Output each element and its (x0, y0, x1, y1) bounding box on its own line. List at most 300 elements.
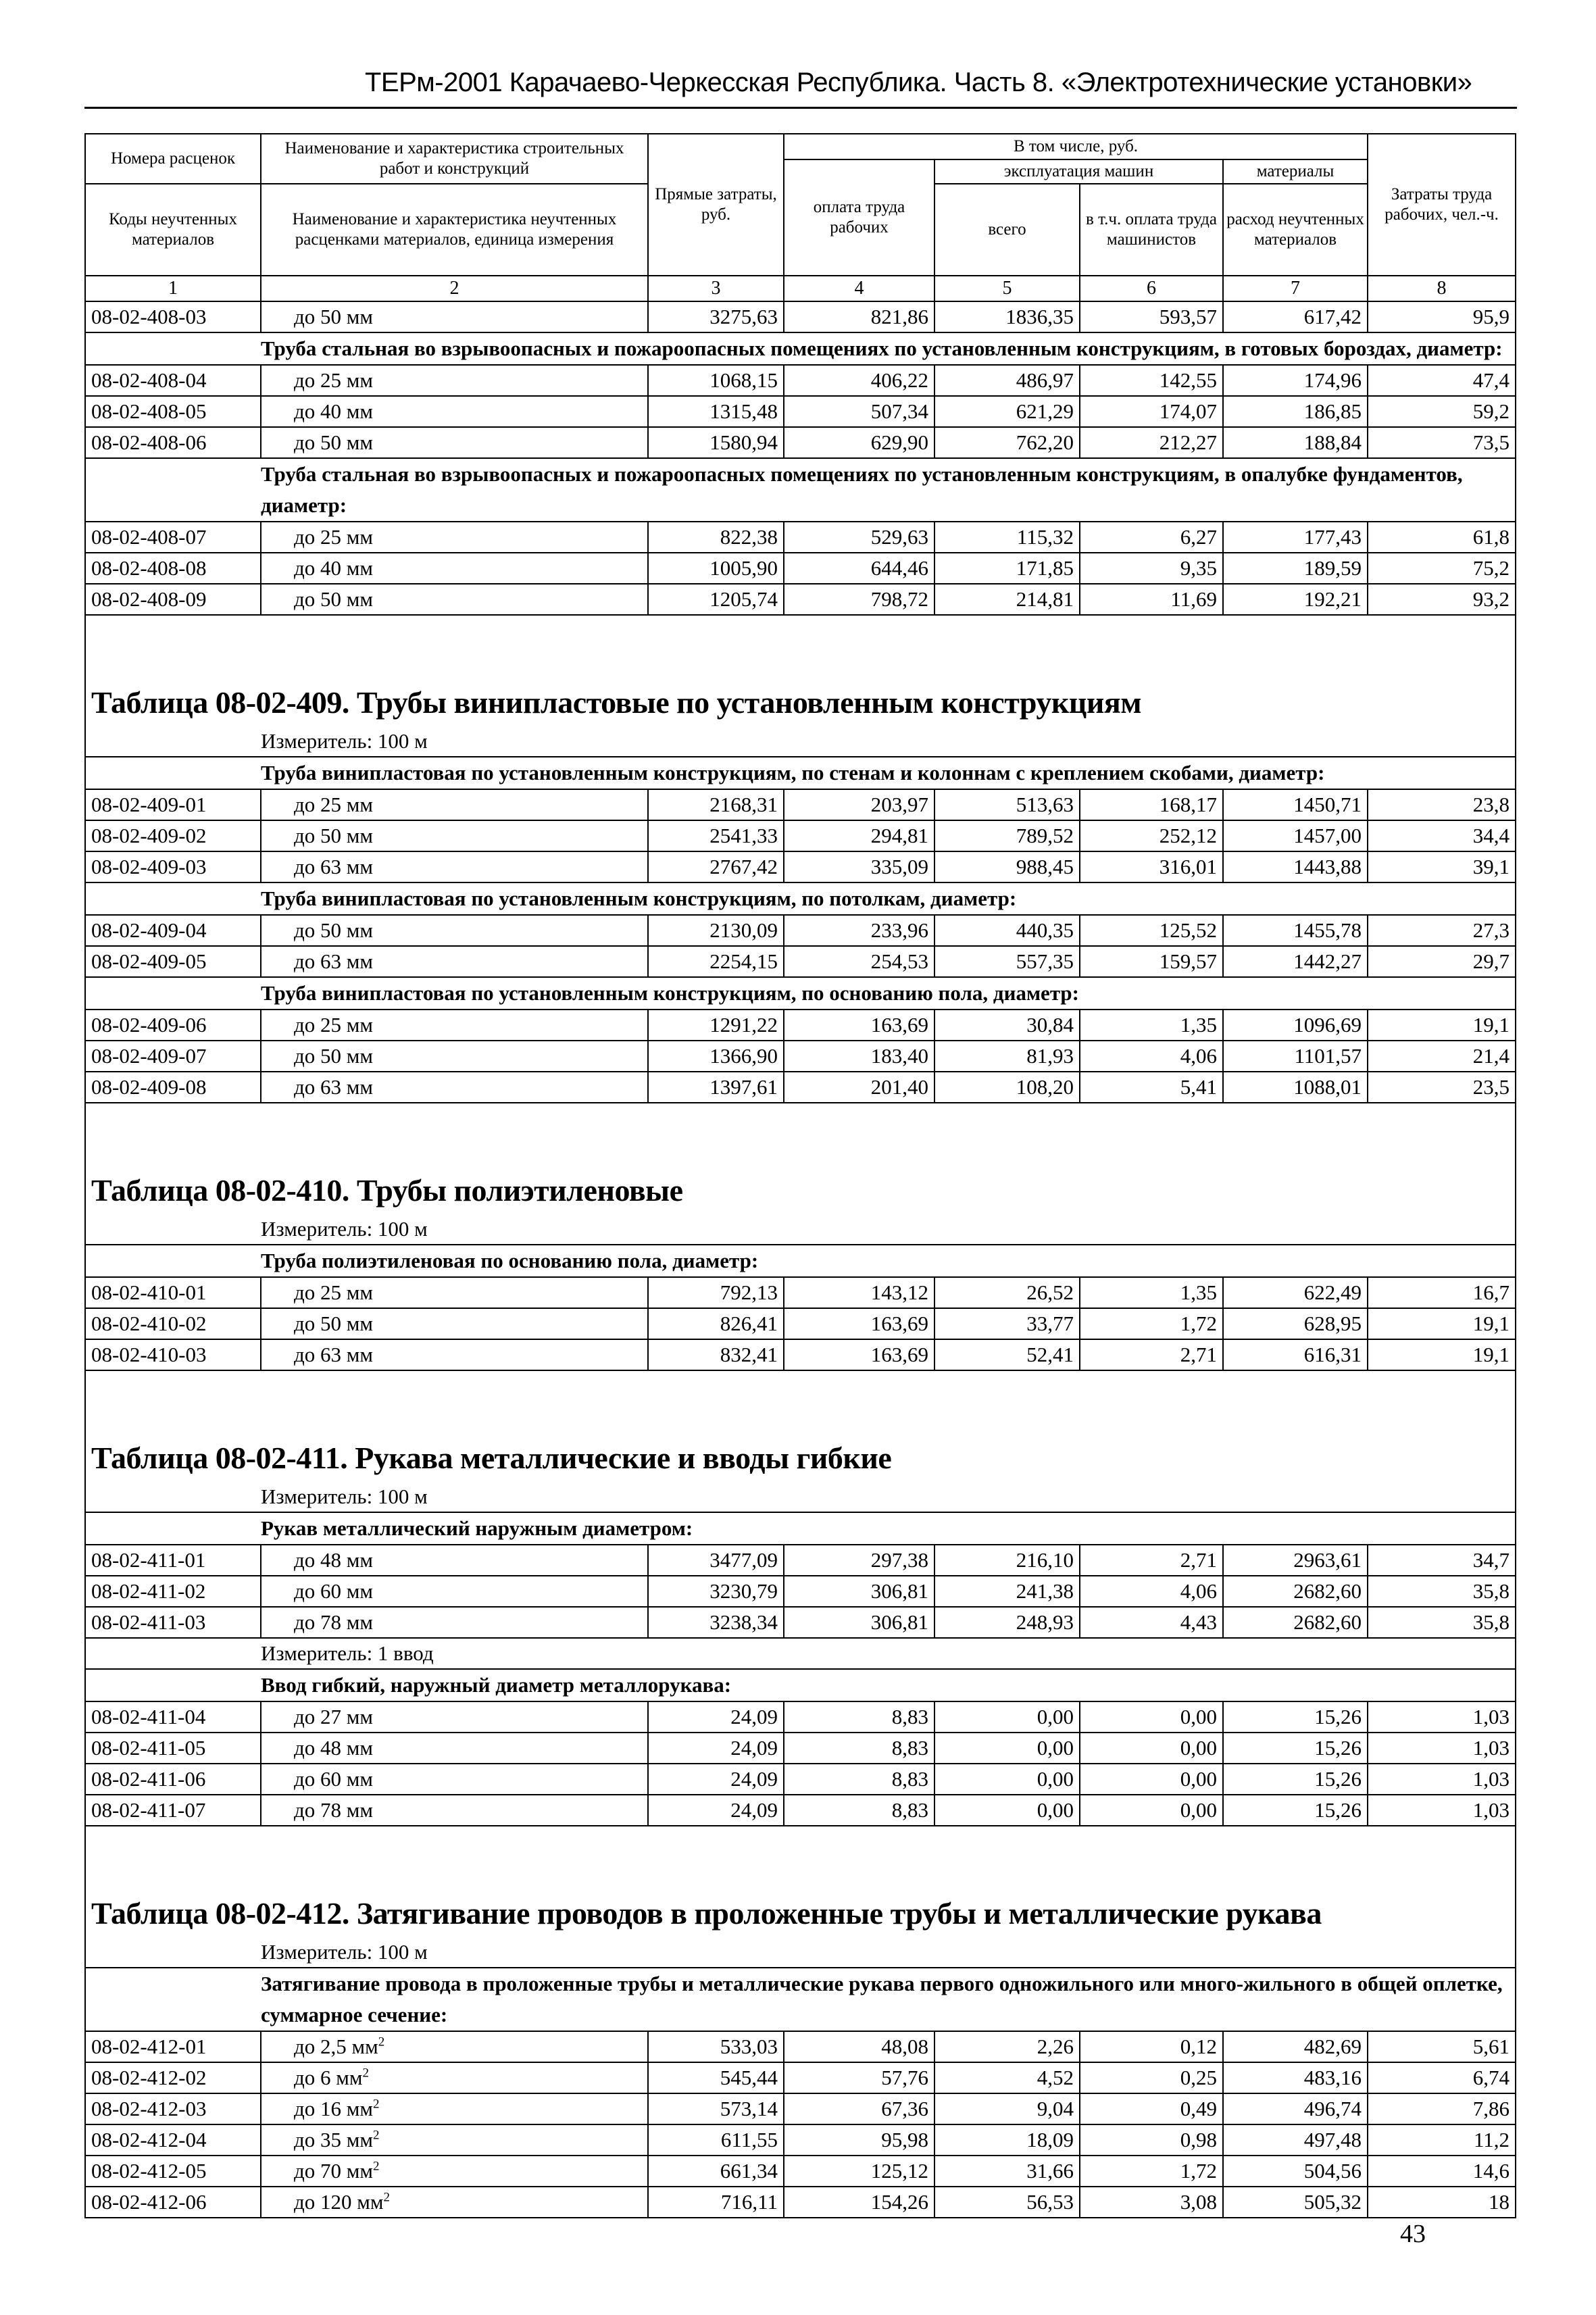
machines-total: 33,77 (934, 1308, 1080, 1339)
materials-cost: 482,69 (1223, 2031, 1368, 2062)
direct-costs: 2254,15 (648, 946, 784, 977)
group-heading-row (85, 1669, 1516, 1701)
worker-pay: 306,81 (784, 1576, 934, 1607)
item-name (261, 820, 648, 851)
machinist-pay: 142,55 (1080, 365, 1223, 396)
labor-hours: 6,74 (1368, 2062, 1516, 2093)
labor-hours: 14,6 (1368, 2156, 1516, 2187)
item-name (261, 1576, 648, 1607)
machinist-pay: 0,00 (1080, 1795, 1223, 1826)
machines-total: 486,97 (934, 365, 1080, 396)
labor-hours: 7,86 (1368, 2093, 1516, 2124)
materials-cost: 186,85 (1223, 396, 1368, 427)
labor-hours: 1,03 (1368, 1764, 1516, 1795)
machines-total: 216,10 (934, 1545, 1080, 1576)
rate-code: 08-02-409-07 (85, 1041, 261, 1072)
materials-cost: 1101,57 (1223, 1041, 1368, 1072)
machines-total: 789,52 (934, 820, 1080, 851)
machines-total: 108,20 (934, 1072, 1080, 1103)
table-row (85, 1764, 1516, 1795)
machinist-pay: 316,01 (1080, 851, 1223, 882)
worker-pay: 67,36 (784, 2093, 934, 2124)
machines-total: 0,00 (934, 1733, 1080, 1764)
table-title-row (85, 1370, 1516, 1482)
worker-pay: 8,83 (784, 1795, 934, 1826)
direct-costs: 2168,31 (648, 789, 784, 820)
unit-exponent: 2 (378, 2035, 385, 2049)
worker-pay: 201,40 (784, 1072, 934, 1103)
item-name (261, 365, 648, 396)
rate-code: 08-02-409-03 (85, 851, 261, 882)
item-name (261, 1795, 648, 1826)
table-row (85, 522, 1516, 553)
table-row (85, 1795, 1516, 1826)
rate-code: 08-02-410-02 (85, 1308, 261, 1339)
materials-cost: 15,26 (1223, 1733, 1368, 1764)
machinist-pay: 0,98 (1080, 2124, 1223, 2156)
rate-code: 08-02-412-06 (85, 2187, 261, 2218)
item-name (261, 789, 648, 820)
item-name (261, 522, 648, 553)
rate-code: 08-02-408-09 (85, 584, 261, 615)
labor-hours: 95,9 (1368, 301, 1516, 332)
group-spacer (85, 882, 261, 915)
machines-total: 621,29 (934, 396, 1080, 427)
worker-pay: 163,69 (784, 1010, 934, 1041)
rate-code: 08-02-408-08 (85, 553, 261, 584)
table-row (85, 2124, 1516, 2156)
worker-pay: 95,98 (784, 2124, 934, 2156)
machinist-pay: 4,43 (1080, 1607, 1223, 1638)
direct-costs: 1366,90 (648, 1041, 784, 1072)
group-heading-row (85, 882, 1516, 915)
item-name-text: до 6 мм (294, 2066, 363, 2089)
direct-costs: 611,55 (648, 2124, 784, 2156)
header-materials: материалы (1223, 159, 1368, 184)
item-name (261, 1701, 648, 1733)
group-spacer (85, 757, 261, 789)
item-name (261, 427, 648, 458)
labor-hours: 35,8 (1368, 1576, 1516, 1607)
item-name (261, 2062, 648, 2093)
item-name-text: до 25 мм (294, 1013, 374, 1037)
table-row (85, 1010, 1516, 1041)
worker-pay: 529,63 (784, 522, 934, 553)
item-name (261, 1277, 648, 1308)
item-name-text: до 63 мм (294, 855, 374, 878)
materials-cost: 483,16 (1223, 2062, 1368, 2093)
rate-code: 08-02-409-08 (85, 1072, 261, 1103)
machinist-pay: 0,12 (1080, 2031, 1223, 2062)
machinist-pay: 11,69 (1080, 584, 1223, 615)
group-heading-row (85, 1245, 1516, 1277)
item-name-text: до 2,5 мм (294, 2035, 378, 2058)
rate-code: 08-02-408-07 (85, 522, 261, 553)
item-name-text: до 50 мм (294, 1044, 374, 1068)
materials-cost: 1088,01 (1223, 1072, 1368, 1103)
rate-code: 08-02-412-04 (85, 2124, 261, 2156)
worker-pay: 294,81 (784, 820, 934, 851)
table-row (85, 553, 1516, 584)
worker-pay: 507,34 (784, 396, 934, 427)
header-worker-pay: оплата труда рабочих (784, 159, 934, 276)
materials-cost: 504,56 (1223, 2156, 1368, 2187)
item-name (261, 1545, 648, 1576)
materials-cost: 2682,60 (1223, 1576, 1368, 1607)
table-row (85, 1277, 1516, 1308)
item-name (261, 584, 648, 615)
column-number: 3 (648, 276, 784, 301)
item-name (261, 915, 648, 946)
labor-hours: 19,1 (1368, 1308, 1516, 1339)
table-row (85, 301, 1516, 332)
direct-costs: 832,41 (648, 1339, 784, 1370)
materials-cost: 616,31 (1223, 1339, 1368, 1370)
labor-hours: 61,8 (1368, 522, 1516, 553)
item-name-text: до 63 мм (294, 949, 374, 973)
item-name (261, 1733, 648, 1764)
machinist-pay: 125,52 (1080, 915, 1223, 946)
measure-unit-row (85, 726, 1516, 757)
worker-pay: 798,72 (784, 584, 934, 615)
group-heading-row (85, 757, 1516, 789)
machinist-pay: 174,07 (1080, 396, 1223, 427)
machinist-pay: 1,72 (1080, 1308, 1223, 1339)
measure-unit-row (85, 1638, 1516, 1669)
rate-code: 08-02-408-03 (85, 301, 261, 332)
header-rule (84, 107, 1517, 109)
materials-cost: 1096,69 (1223, 1010, 1368, 1041)
unit-exponent: 2 (373, 2097, 380, 2112)
machines-total: 1836,35 (934, 301, 1080, 332)
machines-total: 513,63 (934, 789, 1080, 820)
rate-code: 08-02-412-03 (85, 2093, 261, 2124)
column-number: 8 (1368, 276, 1516, 301)
rate-code: 08-02-409-05 (85, 946, 261, 977)
group-spacer (85, 458, 261, 522)
materials-cost: 1442,27 (1223, 946, 1368, 977)
unit-exponent: 2 (373, 2128, 380, 2143)
item-name-text: до 48 мм (294, 1548, 374, 1572)
rate-code: 08-02-411-03 (85, 1607, 261, 1638)
machinist-pay: 1,72 (1080, 2156, 1223, 2187)
machines-total: 4,52 (934, 2062, 1080, 2093)
labor-hours: 18 (1368, 2187, 1516, 2218)
machines-total: 171,85 (934, 553, 1080, 584)
machines-total: 52,41 (934, 1339, 1080, 1370)
labor-hours: 23,8 (1368, 789, 1516, 820)
direct-costs: 3477,09 (648, 1545, 784, 1576)
group-heading-row (85, 458, 1516, 522)
worker-pay: 335,09 (784, 851, 934, 882)
direct-costs: 3275,63 (648, 301, 784, 332)
item-name (261, 1072, 648, 1103)
item-name (261, 1010, 648, 1041)
worker-pay: 644,46 (784, 553, 934, 584)
materials-cost: 1455,78 (1223, 915, 1368, 946)
table-row (85, 1545, 1516, 1576)
group-heading: Ввод гибкий, наружный диаметр металлорукава: (261, 1669, 1516, 1701)
materials-cost: 189,59 (1223, 553, 1368, 584)
group-heading-row (85, 1968, 1516, 2031)
materials-cost: 174,96 (1223, 365, 1368, 396)
materials-cost: 15,26 (1223, 1701, 1368, 1733)
worker-pay: 57,76 (784, 2062, 934, 2093)
labor-hours: 35,8 (1368, 1607, 1516, 1638)
machinist-pay: 159,57 (1080, 946, 1223, 977)
item-name (261, 1041, 648, 1072)
group-spacer (85, 1669, 261, 1701)
machinist-pay: 0,49 (1080, 2093, 1223, 2124)
materials-cost: 2682,60 (1223, 1607, 1368, 1638)
meter-spacer (85, 1937, 261, 1968)
table-row (85, 1701, 1516, 1733)
group-spacer (85, 332, 261, 365)
table-row (85, 851, 1516, 882)
header-machinist-pay: в т.ч. оплата труда машинистов (1080, 184, 1223, 276)
measure-unit: Измеритель: 100 м (261, 1482, 1516, 1512)
item-name-text: до 50 мм (294, 824, 374, 847)
machines-total: 0,00 (934, 1764, 1080, 1795)
item-name-text: до 48 мм (294, 1736, 374, 1760)
direct-costs: 1580,94 (648, 427, 784, 458)
item-name (261, 1764, 648, 1795)
direct-costs: 24,09 (648, 1764, 784, 1795)
direct-costs: 822,38 (648, 522, 784, 553)
meter-spacer (85, 1638, 261, 1669)
worker-pay: 8,83 (784, 1733, 934, 1764)
item-name-text: до 63 мм (294, 1343, 374, 1366)
materials-cost: 617,42 (1223, 301, 1368, 332)
direct-costs: 24,09 (648, 1795, 784, 1826)
item-name-text: до 60 мм (294, 1579, 374, 1603)
machines-total: 0,00 (934, 1795, 1080, 1826)
worker-pay: 8,83 (784, 1764, 934, 1795)
labor-hours: 27,3 (1368, 915, 1516, 946)
item-name (261, 553, 648, 584)
table-row (85, 1308, 1516, 1339)
worker-pay: 143,12 (784, 1277, 934, 1308)
materials-cost: 2963,61 (1223, 1545, 1368, 1576)
machinist-pay: 212,27 (1080, 427, 1223, 458)
table-row (85, 915, 1516, 946)
measure-unit: Измеритель: 100 м (261, 1937, 1516, 1968)
column-number: 5 (934, 276, 1080, 301)
materials-cost: 192,21 (1223, 584, 1368, 615)
direct-costs: 792,13 (648, 1277, 784, 1308)
table-row (85, 2187, 1516, 2218)
header-material-name: Наименование и характеристика неучтенных расценками материалов, единица измерения (261, 184, 648, 276)
worker-pay: 254,53 (784, 946, 934, 977)
direct-costs: 533,03 (648, 2031, 784, 2062)
column-number: 7 (1223, 276, 1368, 301)
machines-total: 18,09 (934, 2124, 1080, 2156)
table-row (85, 820, 1516, 851)
item-name-text: до 78 мм (294, 1610, 374, 1634)
labor-hours: 34,4 (1368, 820, 1516, 851)
machines-total: 115,32 (934, 522, 1080, 553)
table-row (85, 1576, 1516, 1607)
item-name-text: до 120 мм (294, 2190, 384, 2214)
direct-costs: 661,34 (648, 2156, 784, 2187)
machinist-pay: 4,06 (1080, 1576, 1223, 1607)
machinist-pay: 0,00 (1080, 1701, 1223, 1733)
labor-hours: 75,2 (1368, 553, 1516, 584)
machinist-pay: 2,71 (1080, 1545, 1223, 1576)
materials-cost: 505,32 (1223, 2187, 1368, 2218)
header-unaccounted-materials: расход неучтенных материалов (1223, 184, 1368, 276)
direct-costs: 1068,15 (648, 365, 784, 396)
labor-hours: 73,5 (1368, 427, 1516, 458)
item-name-text: до 25 мм (294, 793, 374, 816)
table-title-row (85, 1826, 1516, 1937)
meter-spacer (85, 1214, 261, 1245)
machines-total: 0,00 (934, 1701, 1080, 1733)
header-labor-hours: Затраты труда рабочих, чел.-ч. (1368, 134, 1516, 276)
machines-total: 26,52 (934, 1277, 1080, 1308)
machinist-pay: 4,06 (1080, 1041, 1223, 1072)
table-row (85, 2156, 1516, 2187)
worker-pay: 48,08 (784, 2031, 934, 2062)
machinist-pay: 9,35 (1080, 553, 1223, 584)
machinist-pay: 0,00 (1080, 1733, 1223, 1764)
machinist-pay: 1,35 (1080, 1277, 1223, 1308)
machines-total: 988,45 (934, 851, 1080, 882)
group-heading-row (85, 1512, 1516, 1545)
header-machine-operation: эксплуатация машин (934, 159, 1223, 184)
machinist-pay: 0,25 (1080, 2062, 1223, 2093)
machines-total: 241,38 (934, 1576, 1080, 1607)
machines-total: 762,20 (934, 427, 1080, 458)
group-spacer (85, 1512, 261, 1545)
machines-total: 248,93 (934, 1607, 1080, 1638)
item-name (261, 1607, 648, 1638)
direct-costs: 24,09 (648, 1733, 784, 1764)
running-header: ТЕРм-2001 Карачаево-Черкесская Республика. Часть 8. «Электротехнические установки» (365, 68, 1472, 97)
rate-code: 08-02-408-06 (85, 427, 261, 458)
column-number: 6 (1080, 276, 1223, 301)
table-title: Таблица 08-02-411. Рукава металлические и вводы гибкие (85, 1370, 1516, 1482)
header-including: В том числе, руб. (784, 134, 1368, 159)
machines-total: 557,35 (934, 946, 1080, 977)
item-name (261, 2124, 648, 2156)
item-name-text: до 50 мм (294, 305, 374, 328)
direct-costs: 545,44 (648, 2062, 784, 2093)
rate-code: 08-02-411-01 (85, 1545, 261, 1576)
rate-code: 08-02-409-06 (85, 1010, 261, 1041)
direct-costs: 1397,61 (648, 1072, 784, 1103)
rate-code: 08-02-410-03 (85, 1339, 261, 1370)
table-row (85, 427, 1516, 458)
worker-pay: 8,83 (784, 1701, 934, 1733)
labor-hours: 23,5 (1368, 1072, 1516, 1103)
machinist-pay: 252,12 (1080, 820, 1223, 851)
group-heading: Труба винипластовая по установленным конструкциям, по основанию пола, диаметр: (261, 977, 1516, 1010)
item-name-text: до 16 мм (294, 2097, 374, 2120)
materials-cost: 497,48 (1223, 2124, 1368, 2156)
rate-code: 08-02-408-04 (85, 365, 261, 396)
measure-unit-row (85, 1937, 1516, 1968)
direct-costs: 2130,09 (648, 915, 784, 946)
rate-code: 08-02-411-02 (85, 1576, 261, 1607)
materials-cost: 1443,88 (1223, 851, 1368, 882)
measure-unit-row (85, 1482, 1516, 1512)
direct-costs: 573,14 (648, 2093, 784, 2124)
item-name-text: до 35 мм (294, 2128, 374, 2151)
page-number: 43 (1400, 2220, 1426, 2248)
labor-hours: 34,7 (1368, 1545, 1516, 1576)
column-number: 4 (784, 276, 934, 301)
header-machines-total: всего (934, 184, 1080, 276)
table-row (85, 946, 1516, 977)
direct-costs: 3238,34 (648, 1607, 784, 1638)
table-row (85, 1339, 1516, 1370)
rate-code: 08-02-409-04 (85, 915, 261, 946)
measure-unit: Измеритель: 1 ввод (261, 1638, 1516, 1669)
direct-costs: 3230,79 (648, 1576, 784, 1607)
rate-code: 08-02-412-05 (85, 2156, 261, 2187)
worker-pay: 297,38 (784, 1545, 934, 1576)
machines-total: 214,81 (934, 584, 1080, 615)
materials-cost: 628,95 (1223, 1308, 1368, 1339)
rate-code: 08-02-412-02 (85, 2062, 261, 2093)
item-name-text: до 70 мм (294, 2159, 374, 2183)
header-material-codes: Коды неучтенных материалов (85, 184, 261, 276)
item-name (261, 851, 648, 882)
column-number: 2 (261, 276, 648, 301)
machinist-pay: 6,27 (1080, 522, 1223, 553)
rate-code: 08-02-411-05 (85, 1733, 261, 1764)
table-row (85, 1072, 1516, 1103)
rate-code: 08-02-411-07 (85, 1795, 261, 1826)
labor-hours: 59,2 (1368, 396, 1516, 427)
machines-total: 440,35 (934, 915, 1080, 946)
item-name-text: до 40 мм (294, 399, 374, 423)
header-direct-costs: Прямые затраты, руб. (648, 134, 784, 276)
rate-code: 08-02-409-01 (85, 789, 261, 820)
group-heading: Труба полиэтиленовая по основанию пола, диаметр: (261, 1245, 1516, 1277)
table-title-row (85, 1103, 1516, 1214)
table-row (85, 1041, 1516, 1072)
direct-costs: 1315,48 (648, 396, 784, 427)
direct-costs: 24,09 (648, 1701, 784, 1733)
header-rate-numbers: Номера расценок (85, 134, 261, 184)
machines-total: 31,66 (934, 2156, 1080, 2187)
labor-hours: 39,1 (1368, 851, 1516, 882)
worker-pay: 183,40 (784, 1041, 934, 1072)
table-row (85, 2093, 1516, 2124)
item-name (261, 2031, 648, 2062)
measure-unit: Измеритель: 100 м (261, 1214, 1516, 1245)
rate-code: 08-02-411-04 (85, 1701, 261, 1733)
table-row (85, 365, 1516, 396)
direct-costs: 2767,42 (648, 851, 784, 882)
item-name (261, 2093, 648, 2124)
direct-costs: 1205,74 (648, 584, 784, 615)
labor-hours: 93,2 (1368, 584, 1516, 615)
materials-cost: 1450,71 (1223, 789, 1368, 820)
item-name-text: до 27 мм (294, 1705, 374, 1728)
materials-cost: 622,49 (1223, 1277, 1368, 1308)
worker-pay: 154,26 (784, 2187, 934, 2218)
item-name (261, 1339, 648, 1370)
item-name-text: до 50 мм (294, 918, 374, 942)
item-name (261, 396, 648, 427)
group-heading-row (85, 977, 1516, 1010)
item-name-text: до 25 мм (294, 1280, 374, 1304)
worker-pay: 406,22 (784, 365, 934, 396)
direct-costs: 2541,33 (648, 820, 784, 851)
